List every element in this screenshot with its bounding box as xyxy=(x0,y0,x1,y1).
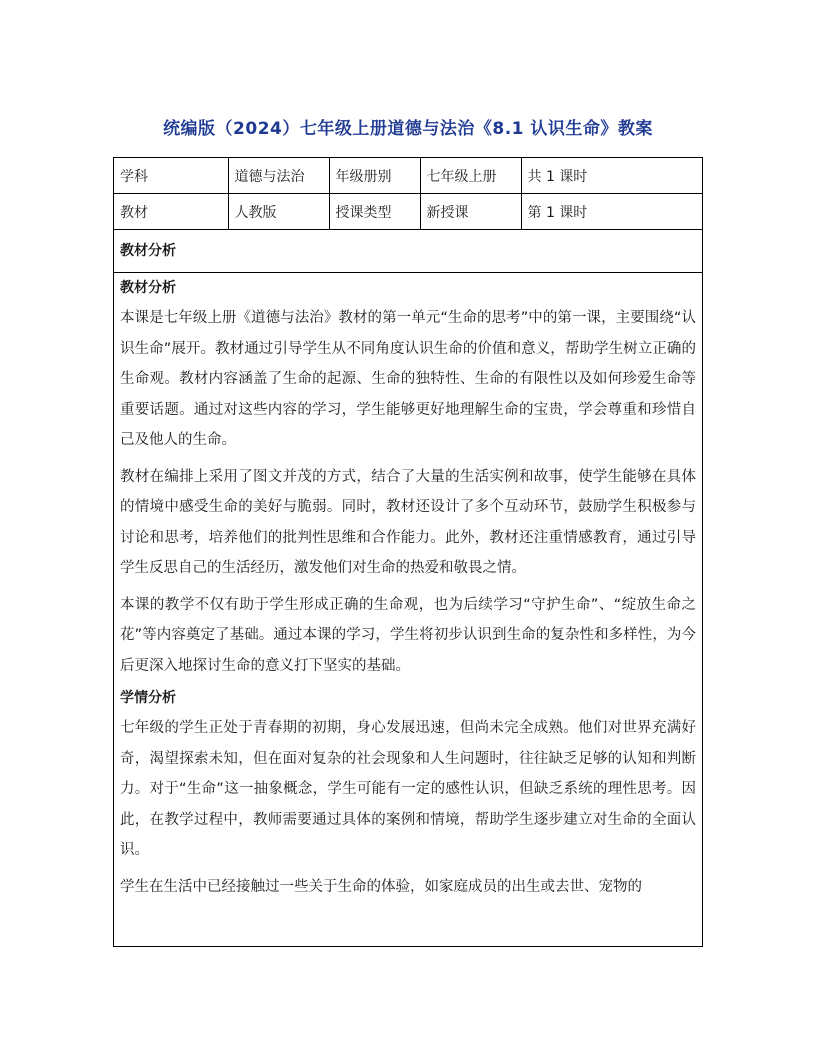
table-cell: 年级册别 xyxy=(329,158,420,194)
subsection-heading-students: 学情分析 xyxy=(120,690,176,706)
lesson-plan-table xyxy=(113,157,703,947)
table-cell: 人教版 xyxy=(228,194,329,230)
paragraph: 七年级的学生正处于青春期的初期，身心发展迅速，但尚未完全成熟。他们对世界充满好奇，渴望探索未知，但在面对复杂的社会现象和人生问题时，往往缺乏足够的认知和判断力。对于“生命”这一抽象概念，学生可能有一定的感性认识，但缺乏系统的理性思考。因此，在教学过程中，教师需要通过具体的案例和情境，帮助学生逐步建立对生命的全面认识。 xyxy=(120,720,696,858)
table-cell: 共 1 课时 xyxy=(521,158,702,194)
table-cell: 第 1 课时 xyxy=(521,194,702,230)
table-cell: 教材 xyxy=(114,194,228,230)
table-cell: 学科 xyxy=(114,158,228,194)
table-row xyxy=(114,194,702,230)
section-content xyxy=(114,273,702,902)
paragraph: 本课是七年级上册《道德与法治》教材的第一单元“生命的思考”中的第一课，主要围绕“认识生命”展开。教材通过引导学生从不同角度认识生命的价值和意义，帮助学生树立正确的生命观。教材内容涵盖了生命的起源、生命的独特性、生命的有限性以及如何珍爱生命等重要话题。通过对这些内容的学习，学生能够更好地理解生命的宝贵，学会尊重和珍惜自己及他人的生命。 xyxy=(120,310,696,448)
paragraph: 本课的教学不仅有助于学生形成正确的生命观，也为后续学习“守护生命”、“绽放生命之花”等内容奠定了基础。通过本课的学习，学生将初步认识到生命的复杂性和多样性，为今后更深入地探讨生命的意义打下坚实的基础。 xyxy=(120,596,696,674)
table-cell: 授课类型 xyxy=(329,194,420,230)
section-heading: 教材分析 xyxy=(114,230,702,273)
paragraph: 学生在生活中已经接触过一些关于生命的体验，如家庭成员的出生或去世、宠物的 xyxy=(120,878,642,895)
table-cell: 七年级上册 xyxy=(420,158,521,194)
table-row xyxy=(114,158,702,194)
table-cell: 道德与法治 xyxy=(228,158,329,194)
course-info-table xyxy=(114,158,702,230)
page-title: 统编版（2024）七年级上册道德与法治《8.1 认识生命》教案 xyxy=(163,119,653,139)
subsection-heading-textbook: 教材分析 xyxy=(120,280,176,296)
table-cell: 新授课 xyxy=(420,194,521,230)
paragraph: 教材在编排上采用了图文并茂的方式，结合了大量的生活实例和故事，使学生能够在具体的情境中感受生命的美好与脆弱。同时，教材还设计了多个互动环节，鼓励学生积极参与讨论和思考，培养他们的批判性思维和合作能力。此外，教材还注重情感教育，通过引导学生反思自己的生活经历，激发他们对生命的热爱和敬畏之情。 xyxy=(120,468,696,576)
